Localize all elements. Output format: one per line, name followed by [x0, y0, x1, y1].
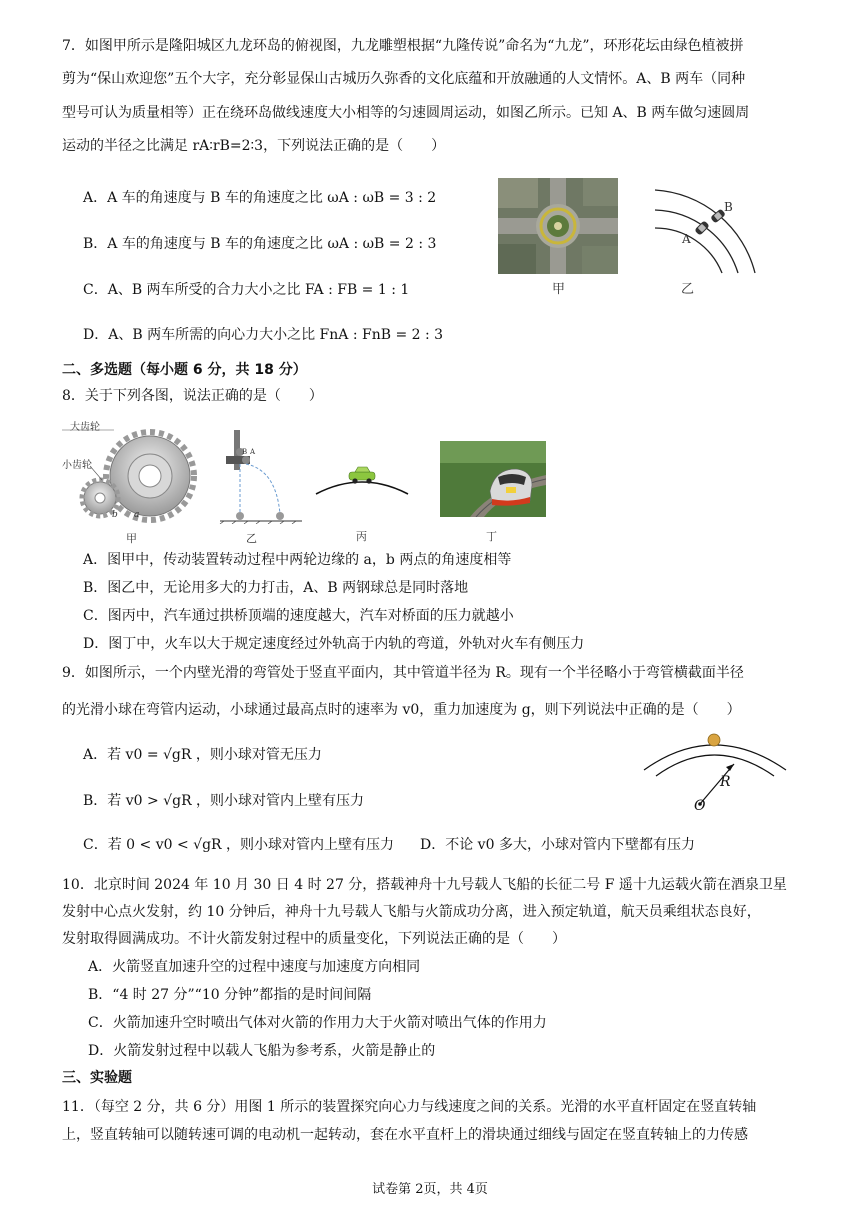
- page-footer: 试卷第 2页，共 4页: [372, 1182, 488, 1197]
- point-b-label: b: [112, 510, 118, 520]
- q7-option-c: C．A、B 两车所受的合力大小之比 FA : FB = 1 : 1: [83, 282, 410, 298]
- q8-option-d: D．图丁中，火车以大于规定速度经过外轨高于内轨的弯道，外轨对火车有侧压力: [83, 636, 585, 652]
- car-a-label: A: [682, 232, 691, 246]
- section-3-heading: 三、实验题: [62, 1070, 132, 1086]
- q10-option-a: A．火箭竖直加速升空的过程中速度与加速度方向相同: [88, 959, 421, 975]
- car-a-icon: [694, 220, 710, 236]
- q8-fig-jia-caption: 甲: [126, 532, 137, 545]
- center-o-label: O: [694, 798, 706, 814]
- q8-option-a: A．图甲中，传动装置转动过程中两轮边缘的 a，b 两点的角速度相等: [83, 552, 512, 568]
- q7-fig-jia-caption: 甲: [552, 282, 566, 297]
- radius-r-label: R: [720, 774, 731, 790]
- q7-stem-line-2: 剪为“保山欢迎您”五个大字，充分彰显保山古城历久弥香的文化底蕴和开放融通的人文情怀。A、B 两车（同种: [62, 71, 746, 87]
- q10-stem-line-3: 发射取得圆满成功。不计火箭发射过程中的质量变化，下列说法正确的是（ ）: [62, 931, 566, 947]
- q10-stem-line-2: 发射中心点火发射，约 10 分钟后，神舟十九号载人飞船与火箭成功分离，进入预定轨道，航天员乘组状态良好，: [62, 904, 761, 920]
- car-icon: [349, 467, 375, 484]
- section-2-heading: 二、多选题（每小题 6 分，共 18 分）: [62, 362, 307, 378]
- q7-option-b: B．A 车的角速度与 B 车的角速度之比 ωA : ωB = 2 : 3: [83, 236, 437, 252]
- q11-stem-line-1: 11．（每空 2 分，共 6 分）用图 1 所示的装置探究向心力与线速度之间的关系。光滑的水平直杆固定在竖直转轴: [62, 1099, 757, 1115]
- q10-option-d: D．火箭发射过程中以载人飞船为参考系，火箭是静止的: [88, 1043, 436, 1059]
- q9-option-d: D．不论 v0 多大，小球对管内下壁都有压力: [420, 837, 695, 853]
- q8-option-c: C．图丙中，汽车通过拱桥顶端的速度越大，汽车对桥面的压力就越小: [83, 608, 514, 624]
- q9-option-b: B．若 v0 > √gR ，则小球对管内上壁有压力: [83, 793, 365, 809]
- q9-option-c: C．若 0 < v0 < √gR ，则小球对管内上壁有压力: [83, 837, 395, 853]
- q8-fig-ding-caption: 丁: [486, 530, 497, 543]
- q10-stem-line-1: 10．北京时间 2024 年 10 月 30 日 4 时 27 分，搭载神舟十九号载人飞船的长征二号 F 遥十九运载火箭在酒泉卫星: [62, 877, 787, 893]
- q8-arch-bridge-figure: [312, 458, 412, 498]
- q9-option-a: A．若 v0 = √gR ，则小球对管无压力: [83, 747, 322, 763]
- ball-a-label: A: [250, 448, 256, 456]
- point-a-label: a: [134, 510, 140, 520]
- q7-stem-line-4: 运动的半径之比满足 rA∶rB=2∶3，下列说法正确的是（ ）: [62, 138, 446, 154]
- car-b-label: B: [724, 200, 733, 214]
- q8-fig-yi-caption: 乙: [246, 532, 257, 545]
- small-gear-label: 小齿轮: [62, 460, 92, 471]
- q9-stem-line-2: 的光滑小球在弯管内运动，小球通过最高点时的速率为 v0，重力加速度为 g，则下列说法中正确的是（ ）: [62, 702, 741, 718]
- q10-option-c: C．火箭加速升空时喷出气体对火箭的作用力大于火箭对喷出气体的作用力: [88, 1015, 547, 1031]
- q9-curved-tube-figure: [640, 726, 790, 818]
- q8-falling-balls-figure: [216, 430, 306, 524]
- big-gear-label: 大齿轮: [70, 422, 100, 433]
- q9-stem-line-1: 9．如图所示，一个内壁光滑的弯管处于竖直平面内，其中管道半径为 R。现有一个半径略小于弯管横截面半径: [62, 665, 744, 681]
- q7-aerial-photo: [498, 178, 618, 274]
- q7-roundabout-diagram: [650, 178, 760, 278]
- ball-b-label: B: [242, 448, 248, 456]
- q8-option-b: B．图乙中，无论用多大的力打击，A、B 两钢球总是同时落地: [83, 580, 469, 596]
- q8-train-photo: [440, 441, 546, 517]
- q10-option-b: B．“4 时 27 分”“10 分钟”都指的是时间间隔: [88, 987, 372, 1003]
- q7-option-d: D．A、B 两车所需的向心力大小之比 FnA : FnB = 2 : 3: [83, 327, 444, 343]
- q8-fig-bing-caption: 丙: [356, 530, 367, 543]
- q7-stem-line-3: 型号可认为质量相等）正在绕环岛做线速度大小相等的匀速圆周运动，如图乙所示。已知 A、B 两车做匀速圆周: [62, 105, 750, 121]
- q11-stem-line-2: 上，竖直转轴可以随转速可调的电动机一起转动，套在水平直杆上的滑块通过细线与固定在竖直转轴上的力传感: [62, 1127, 748, 1143]
- q7-stem-line-1: 7．如图甲所示是隆阳城区九龙环岛的俯视图，九龙雕塑根据“九隆传说”命名为“九龙”，环形花坛由绿色植被拼: [62, 38, 744, 54]
- q7-fig-yi-caption: 乙: [681, 282, 695, 297]
- q7-option-a: A．A 车的角速度与 B 车的角速度之比 ωA : ωB = 3 : 2: [83, 190, 437, 206]
- q8-gears-figure: [62, 418, 197, 524]
- q8-stem: 8．关于下列各图，说法正确的是（ ）: [62, 388, 323, 404]
